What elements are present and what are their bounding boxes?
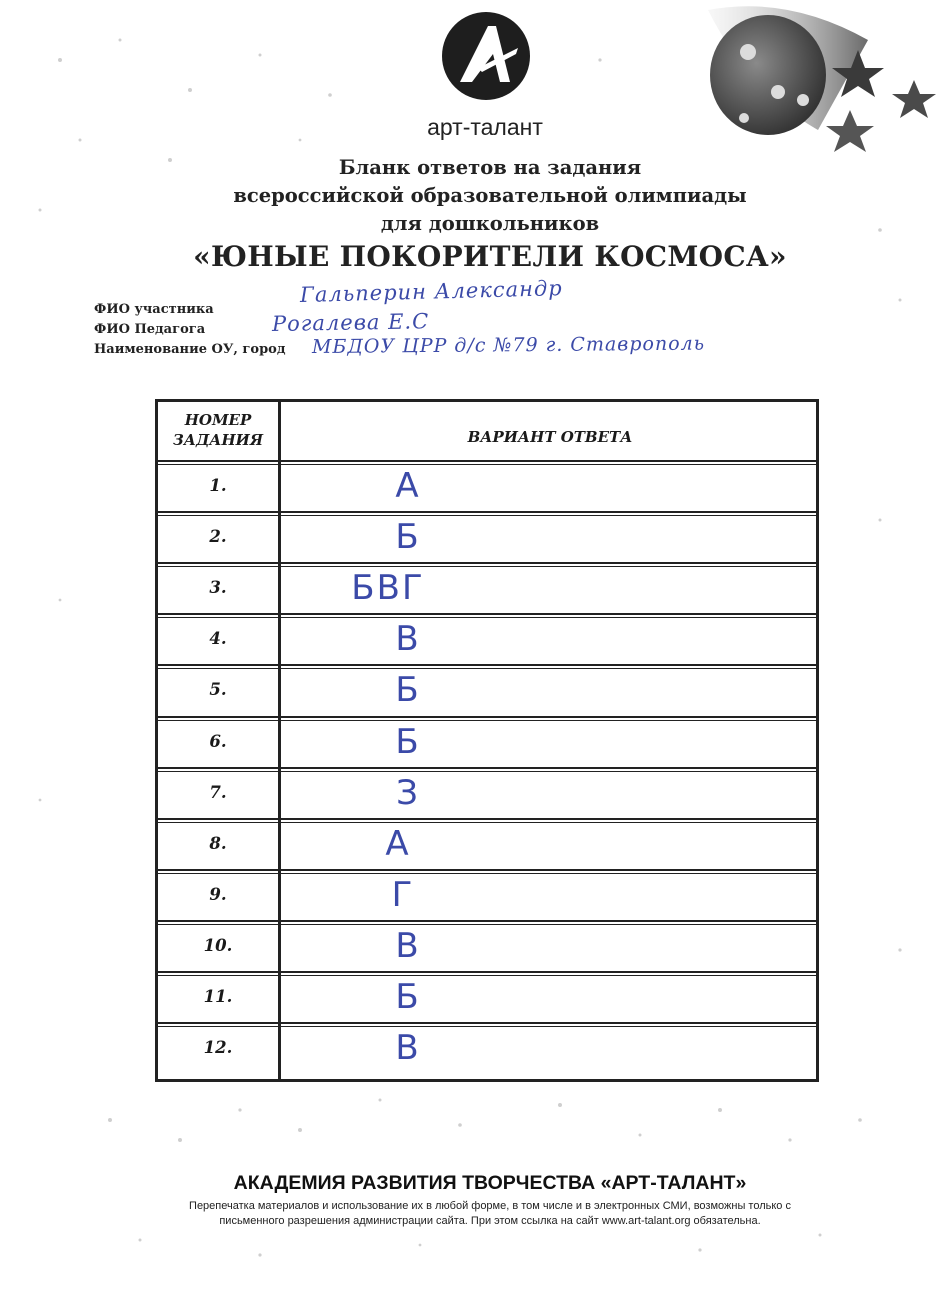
olympiad-title: «ЮНЫЕ ПОКОРИТЕЛИ КОСМОСА» <box>193 240 787 273</box>
footer-note-line-2: письменного разрешения администрации сайта. При этом ссылка на сайт www.art-talant.org обязательна. <box>219 1215 761 1227</box>
handwritten-answer: БВГ <box>351 568 425 609</box>
teacher-name-value: Рогалева Е.С <box>271 309 430 336</box>
row-separator <box>158 1022 816 1027</box>
comet-icon <box>668 0 944 175</box>
art-talant-logo-icon <box>438 8 534 104</box>
task-number: 10. <box>203 935 233 955</box>
header-task-number-line-2: ЗАДАНИЯ <box>172 431 264 449</box>
handwritten-answer: Б <box>395 670 421 711</box>
task-number: 7. <box>209 782 227 802</box>
header-task-number <box>158 410 278 450</box>
handwritten-answer: Б <box>395 721 421 762</box>
task-number: 2. <box>209 527 227 547</box>
footer-copyright-note <box>120 1199 860 1229</box>
form-subtitle-line-1: Бланк ответов на задания <box>338 156 642 179</box>
form-subtitle-line-2: всероссийской образовательной олимпиады <box>233 184 747 207</box>
row-separator <box>158 664 816 669</box>
row-separator <box>158 869 816 874</box>
task-number: 4. <box>209 629 227 649</box>
participant-name-value: Гальперин Александр <box>299 276 564 307</box>
footer-academy-title: АКАДЕМИЯ РАЗВИТИЯ ТВОРЧЕСТВА «АРТ-ТАЛАНТ» <box>233 1172 747 1194</box>
row-separator <box>158 920 816 925</box>
institution-value: МБДОУ ЦРР д/с №79 г. Ставрополь <box>311 332 706 358</box>
handwritten-answer: Б <box>395 977 421 1017</box>
institution-label: Наименование ОУ, город <box>94 342 286 357</box>
task-number: 8. <box>209 833 227 853</box>
handwritten-answer: В <box>395 619 421 660</box>
handwritten-answer: Б <box>395 517 421 558</box>
row-separator <box>158 767 816 772</box>
handwritten-answer: А <box>395 466 421 506</box>
logo-text: арт-талант <box>427 114 543 140</box>
handwritten-answer: З <box>396 772 420 813</box>
row-separator <box>158 818 816 823</box>
header-answer-variant: ВАРИАНТ ОТВЕТА <box>467 428 633 446</box>
row-separator <box>158 460 816 465</box>
footer-note-line-1: Перепечатка материалов и использование их в любой форме, в том числе и в электронных СМИ, возможны только с <box>189 1200 791 1212</box>
task-number: 6. <box>209 731 227 751</box>
task-number: 1. <box>209 476 227 495</box>
row-separator <box>158 716 816 721</box>
handwritten-answer: А <box>385 823 411 864</box>
task-number: 5. <box>209 680 227 700</box>
row-separator <box>158 613 816 618</box>
row-separator <box>158 562 816 567</box>
task-number: 12. <box>203 1038 233 1058</box>
row-separator <box>158 511 816 516</box>
header-task-number-line-1: НОМЕР <box>184 411 252 429</box>
task-number: 11. <box>203 987 233 1006</box>
column-divider <box>278 402 281 1079</box>
handwritten-answer: В <box>395 925 421 966</box>
form-subtitle-line-3: для дошкольников <box>380 212 600 235</box>
handwritten-answer: Г <box>391 874 415 915</box>
handwritten-answer: В <box>395 1028 421 1069</box>
task-number: 9. <box>209 884 227 904</box>
row-separator <box>158 971 816 976</box>
teacher-name-label: ФИО Педагога <box>94 322 206 337</box>
participant-name-label: ФИО участника <box>94 302 214 317</box>
task-number: 3. <box>209 578 227 598</box>
answer-table <box>155 399 819 1082</box>
